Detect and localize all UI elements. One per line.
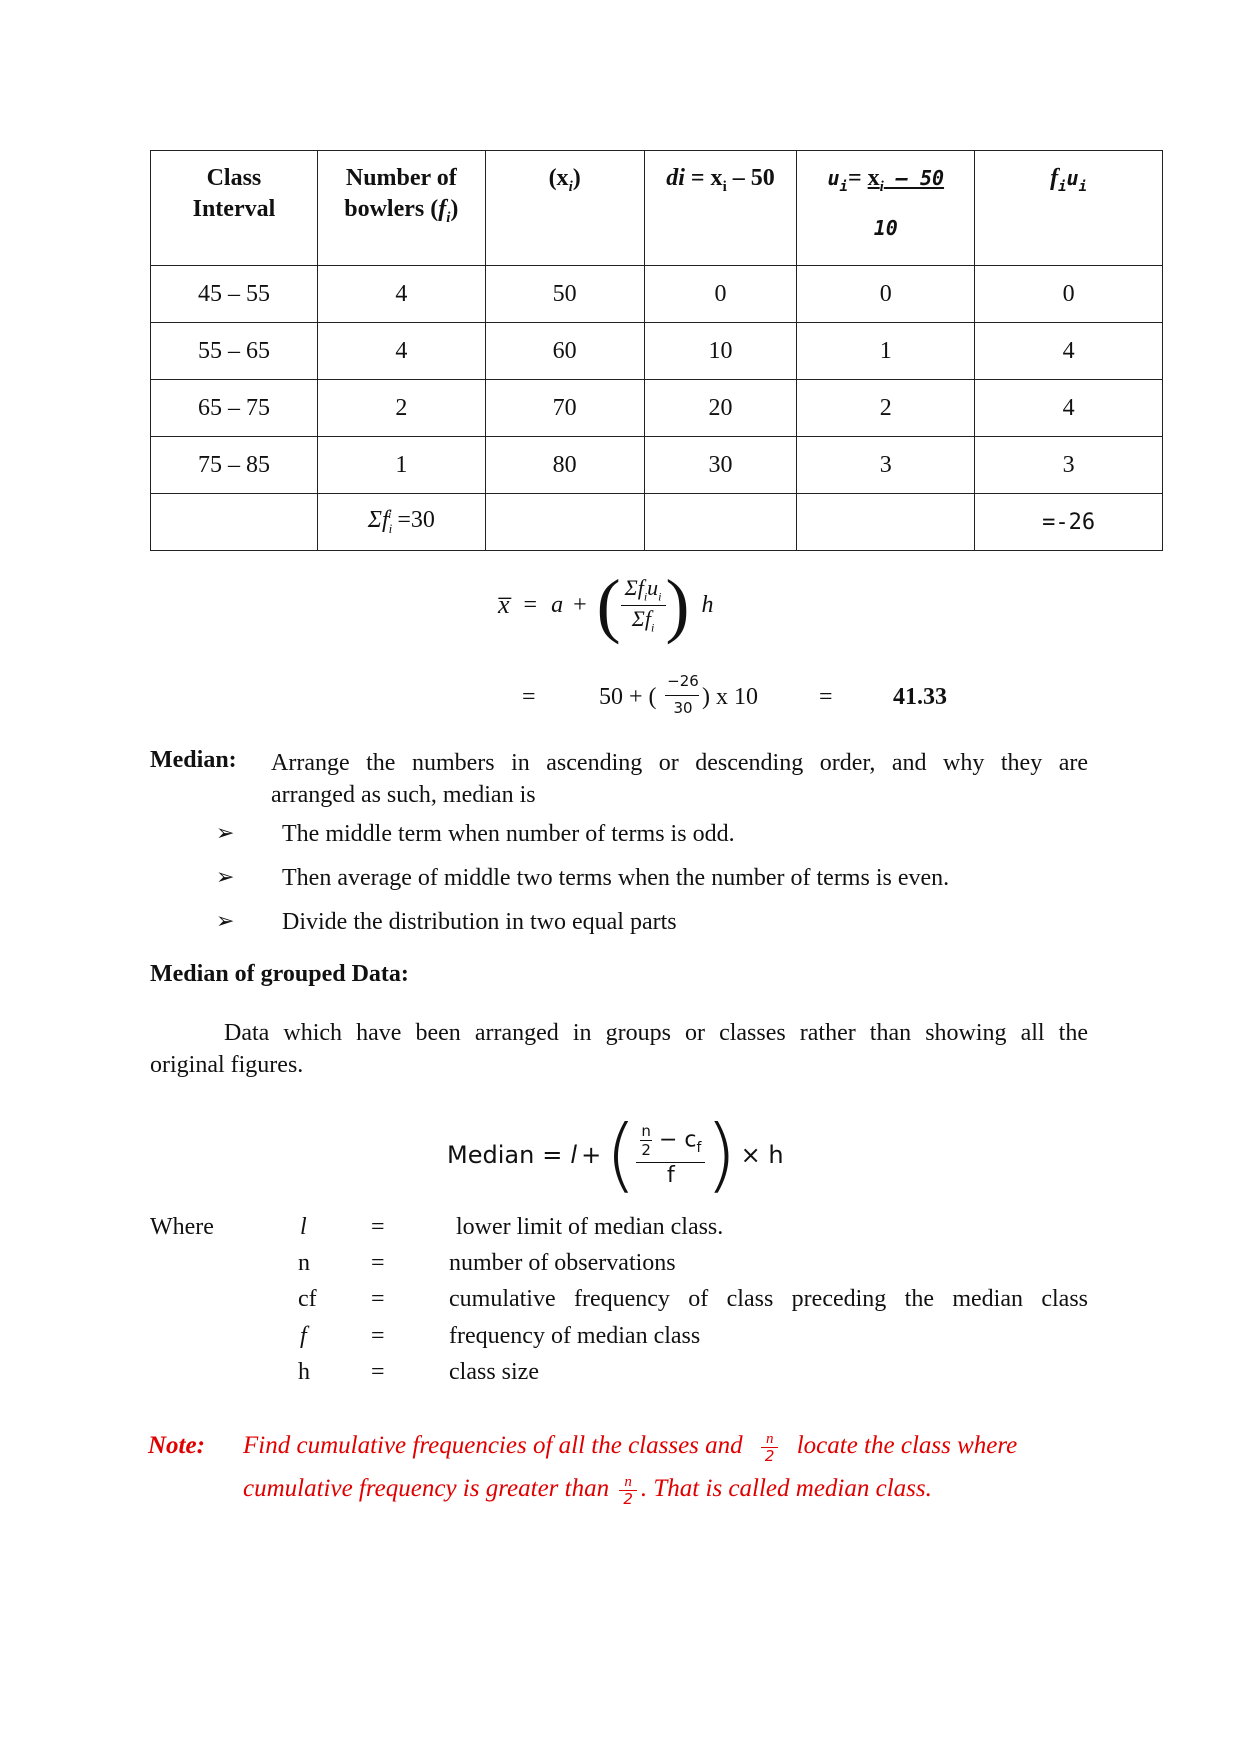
header-di: di = $x_i - 50$: [644, 151, 797, 266]
table-row: [151, 437, 1163, 494]
where-row: l = lower limit of median class.: [300, 1214, 724, 1240]
table-cell: 30: [644, 437, 797, 494]
list-item: ➢ The middle term when number of terms is odd.: [216, 812, 949, 856]
x-bar-symbol: x̅: [498, 590, 510, 619]
mean-result: 41.33: [893, 684, 947, 710]
table-row: [151, 380, 1163, 437]
grouped-para-line1: Data which have been arranged in groups or classes rather than showing all the: [224, 1020, 1088, 1046]
left-paren: (: [596, 565, 621, 645]
list-item: ➢ Then average of middle two terms when the number of terms is even.: [216, 856, 949, 900]
mean-formula: x̅ = a + ( $\frac{\Sigma f_iu_i}{\Sigma f_i}$ ) h: [498, 565, 714, 645]
header-xi: $(x_i)$: [485, 151, 644, 266]
table-total-row: [151, 494, 1163, 551]
table-cell: 2: [797, 380, 975, 437]
table-cell: 10: [644, 323, 797, 380]
table-cell: 2: [317, 380, 485, 437]
mean-calculation: = 50 + ( −26 30 ) x 10 = 41.33: [522, 672, 947, 717]
table-cell: [797, 494, 975, 551]
table-row: [151, 323, 1163, 380]
note-line1: Find cumulative frequencies of all the classes and $\frac{n}{2}$ locate the class where: [243, 1430, 1018, 1465]
where-row: f = frequency of median class: [300, 1323, 701, 1349]
where-row: cf = cumulative frequency of class preceding the median class: [298, 1286, 1088, 1312]
right-paren: ): [705, 1108, 737, 1201]
table-cell: 70: [485, 380, 644, 437]
table-row: [151, 266, 1163, 323]
header-fiui: $f_iu_i$: [975, 151, 1163, 266]
table-cell: [644, 494, 797, 551]
where-row: n = number of observations: [298, 1250, 676, 1276]
table-cell: [151, 494, 318, 551]
mean-fraction: $\frac{\Sigma f_iu_i}{\Sigma f_i}$: [621, 575, 666, 635]
fraction-bar: [665, 695, 699, 696]
table-cell: 4: [317, 266, 485, 323]
table-cell: 3: [975, 437, 1163, 494]
median-text-line2: arranged as such, median is: [271, 782, 536, 808]
table-cell: 50: [485, 266, 644, 323]
sum-fiui-cell: =-26: [975, 494, 1163, 551]
header-ui: $u_i= x_i - 50$ 10: [797, 151, 975, 266]
median-bullets: [216, 812, 949, 944]
table-cell: 4: [975, 380, 1163, 437]
table-cell: 3: [797, 437, 975, 494]
table-header-row: [151, 151, 1163, 266]
where-row: h = class size: [298, 1359, 539, 1385]
table-cell: 4: [317, 323, 485, 380]
table-cell: 55 – 65: [151, 323, 318, 380]
arrow-bullet-icon: ➢: [216, 909, 235, 934]
table-cell: 20: [644, 380, 797, 437]
header-number-of-bowlers: Number of bowlers $(f_i)$: [317, 151, 485, 266]
note-label: Note:: [148, 1432, 205, 1459]
median-label: Median:: [150, 747, 237, 773]
list-item: ➢ Divide the distribution in two equal parts: [216, 900, 949, 944]
table-cell: 0: [644, 266, 797, 323]
table-cell: 60: [485, 323, 644, 380]
note-line2: cumulative frequency is greater than $\frac{n}{2}$ . That is called median class.: [243, 1473, 932, 1508]
arrow-bullet-icon: ➢: [216, 821, 235, 846]
header-class-interval: Class Interval: [151, 151, 318, 266]
median-text-line1: Arrange the numbers in ascending or descending order, and why they are: [271, 750, 1088, 776]
grouped-para-line2: original figures.: [150, 1052, 304, 1078]
table-cell: 65 – 75: [151, 380, 318, 437]
sum-fi-cell: $\Sigma f_i^i =30$: [317, 494, 485, 551]
arrow-bullet-icon: ➢: [216, 865, 235, 890]
where-label: Where: [150, 1214, 214, 1240]
table-cell: 45 – 55: [151, 266, 318, 323]
table-cell: 75 – 85: [151, 437, 318, 494]
table-cell: 1: [797, 323, 975, 380]
frequency-table: [150, 150, 1163, 551]
grouped-title: Median of grouped Data:: [150, 961, 409, 987]
table-cell: 0: [797, 266, 975, 323]
table-cell: 1: [317, 437, 485, 494]
table-cell: 80: [485, 437, 644, 494]
median-formula: Median = l + ( $\frac{n}{2}$ − $c_f$ f ) × h: [447, 1108, 784, 1201]
right-paren: ): [665, 565, 690, 645]
left-paren: (: [605, 1108, 637, 1201]
table-cell: 0: [975, 266, 1163, 323]
median-fraction: $\frac{n}{2}$ − $c_f$ f: [636, 1122, 705, 1188]
table-cell: [485, 494, 644, 551]
table-cell: 4: [975, 323, 1163, 380]
